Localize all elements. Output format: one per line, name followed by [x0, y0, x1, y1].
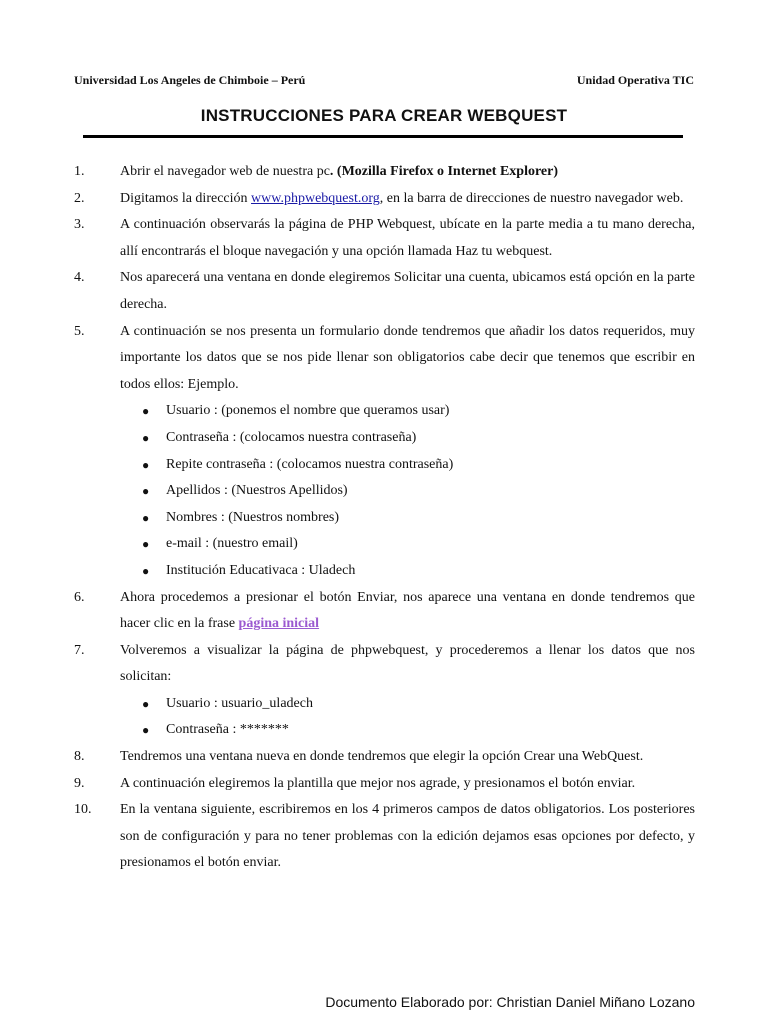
form-fields-list	[120, 398, 695, 584]
page-header	[74, 73, 694, 88]
header-unit: Unidad Operativa TIC	[576, 73, 694, 87]
bullet-icon: ●	[142, 404, 150, 419]
page-title: INSTRUCCIONES PARA CREAR WEBQUEST	[200, 106, 568, 125]
bullet-item: ● Apellidos : (Nuestros Apellidos)	[120, 478, 695, 505]
phpwebquest-link[interactable]: www.phpwebquest.org	[251, 190, 380, 206]
bullet-item: ● Contraseña : *******	[120, 717, 695, 744]
list-item: 9. A continuación elegiremos la plantilla que mejor nos agrade, y presionamos el botón enviar.	[74, 775, 636, 791]
pagina-inicial-link[interactable]: página inicial	[238, 616, 320, 632]
list-item: 10. En la ventana siguiente, escribiremos en los 4 primeros campos de datos obligatorios. Los posteriores son de configuración y para no tener problemas con la edición dejamos esas opciones por defecto, y presionamos el botón enviar.	[74, 802, 695, 871]
instruction-list	[0, 159, 768, 877]
bullet-icon: ●	[142, 457, 150, 472]
bullet-item: ● Usuario : usuario_uladech	[120, 691, 695, 718]
bullet-item: ● Nombres : (Nuestros nombres)	[120, 505, 695, 532]
bullet-icon: ●	[142, 430, 150, 445]
bullet-item: ● Usuario : (ponemos el nombre que queramos usar)	[120, 398, 695, 425]
list-item: 5. A continuación se nos presenta un formulario donde tendremos que añadir los datos requeridos, muy importante los datos que se nos pide llenar son obligatorios cabe decir que tenemos que escribir en todos ellos: Ejemplo. ● Usuario : (ponemos el nombre que queramos usar) ● Contraseña : (colocamos nuestra contraseña) ● Repite contraseña : (colocamos nuestra contraseña) ● Apellidos : (Nuestros Apellidos) ● Nombres : (Nuestros nombres) ● e-mail : (nuestro email) ● Institución Educativaca : Uladech	[0, 319, 768, 585]
title-divider	[83, 135, 683, 138]
bullet-icon: ●	[142, 563, 150, 578]
bullet-item: ● Repite contraseña : (colocamos nuestra contraseña)	[120, 452, 695, 479]
list-item: 2. Digitamos la dirección www.phpwebquest.org, en la barra de direcciones de nuestro navegador web.	[74, 190, 684, 206]
list-item: 4. Nos aparecerá una ventana en donde elegiremos Solicitar una cuenta, ubicamos está opción en la parte derecha.	[74, 270, 695, 312]
bullet-icon: ●	[142, 723, 150, 738]
list-item: 6. Ahora procedemos a presionar el botón Enviar, nos aparece una ventana en donde tendremos que hacer clic en la frase página inicial	[74, 589, 695, 632]
header-institution: Universidad Los Angeles de Chimboie – Perú	[74, 73, 306, 87]
bullet-icon: ●	[142, 510, 150, 525]
list-item: 1. Abrir el navegador web de nuestra pc. (Mozilla Firefox o Internet Explorer)	[74, 164, 559, 179]
document-author: Documento Elaborado por: Christian Daniel Miñano Lozano	[325, 994, 695, 1010]
bullet-icon: ●	[142, 696, 150, 711]
credentials-list	[120, 691, 695, 744]
bullet-icon: ●	[142, 484, 150, 499]
list-item: 7. Volveremos a visualizar la página de phpwebquest, y procederemos a llenar los datos que nos solicitan: ● Usuario : usuario_uladech ● Contraseña : *******	[0, 638, 768, 744]
list-item: 8. Tendremos una ventana nueva en donde tendremos que elegir la opción Crear una WebQuest.	[74, 749, 644, 765]
bullet-item: ● e-mail : (nuestro email)	[120, 531, 695, 558]
bullet-item: ● Institución Educativaca : Uladech	[120, 558, 695, 585]
list-item: 3. A continuación observarás la página de PHP Webquest, ubícate en la parte media a tu mano derecha, allí encontrarás el bloque navegación y una opción llamada Haz tu webquest.	[74, 217, 695, 259]
bullet-item: ● Contraseña : (colocamos nuestra contraseña)	[120, 425, 695, 452]
bullet-icon: ●	[142, 537, 150, 552]
